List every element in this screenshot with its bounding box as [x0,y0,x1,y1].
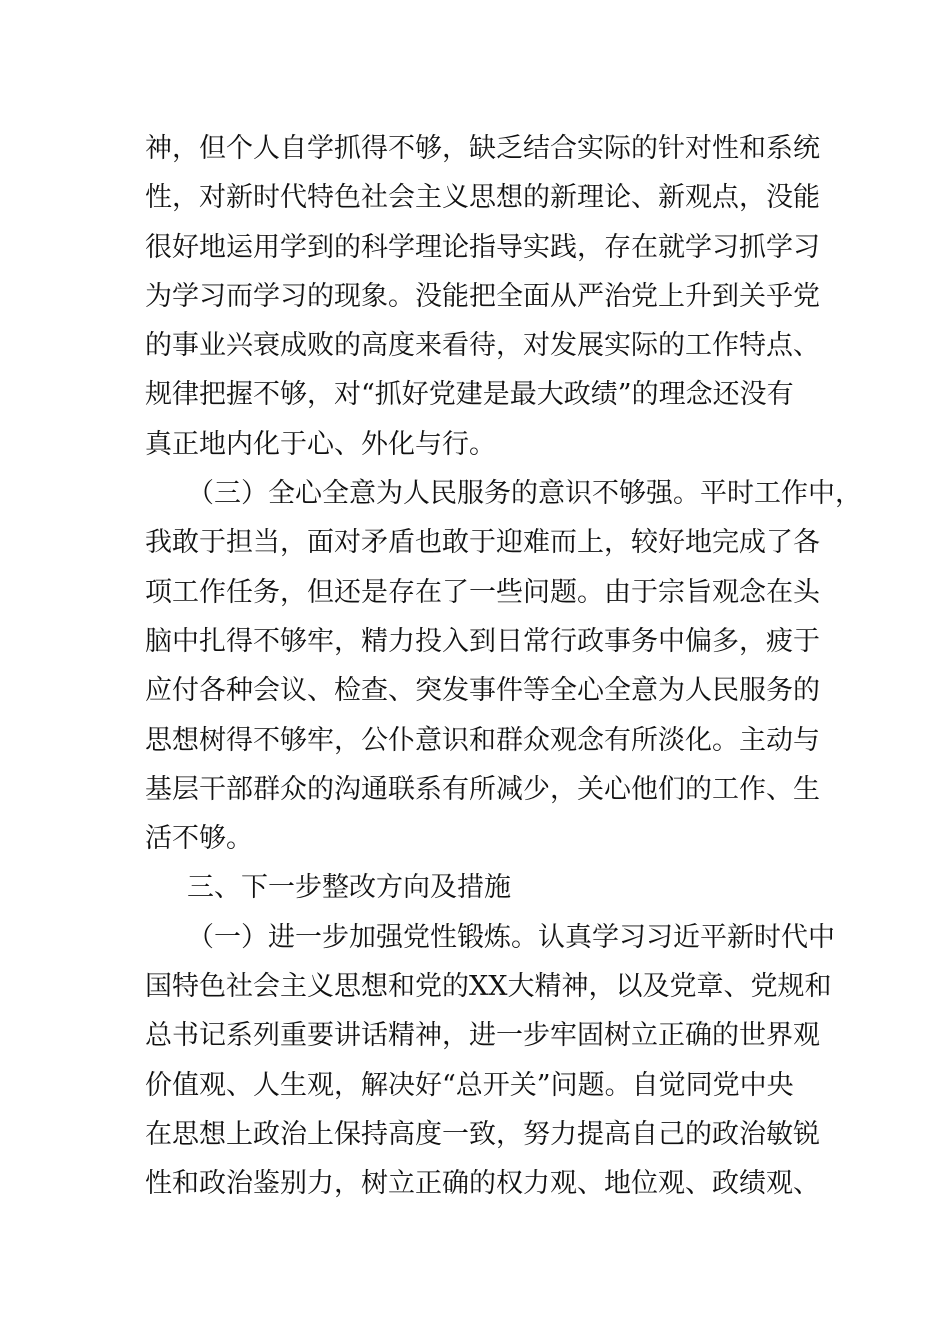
text-line: 思想树得不够牢，公仆意识和群众观念有所淡化。主动与 [145,724,820,756]
document-body [145,124,862,1209]
paragraph-start-line: （一）进一步加强党性锻炼。认真学习习近平新时代中 [187,921,835,953]
text-line: 活不够。 [145,823,253,855]
text-line: 为学习而学习的现象。没能把全面从严治党上升到关乎党 [145,280,820,312]
text-line: 很好地运用学到的科学理论指导实践，存在就学习抓学习 [145,231,820,263]
text-line: 我敢于担当，面对矛盾也敢于迎难而上，较好地完成了各 [145,527,820,559]
text-line: 真正地内化于心、外化与行。 [145,428,496,460]
text-line: 在思想上政治上保持高度一致，努力提高自己的政治敏锐 [145,1118,820,1150]
text-line: 性和政治鉴别力，树立正确的权力观、地位观、政绩观、 [145,1168,820,1200]
paragraph-start-line: （三）全心全意为人民服务的意识不够强。平时工作中， [187,478,862,510]
text-line: 国特色社会主义思想和党的XX大精神，以及党章、党规和 [145,971,832,1003]
text-line: 基层干部群众的沟通联系有所减少，关心他们的工作、生 [145,773,820,805]
text-line: 的事业兴衰成败的高度来看待，对发展实际的工作特点、 [145,330,820,362]
text-line: 应付各种会议、检查、突发事件等全心全意为人民服务的 [145,675,820,707]
section-heading: 三、下一步整改方向及措施 [187,872,511,904]
text-line: 脑中扎得不够牢，精力投入到日常行政事务中偏多，疲于 [145,625,820,657]
text-line: 项工作任务，但还是存在了一些问题。由于宗旨观念在头 [145,576,820,608]
text-line: 神，但个人自学抓得不够，缺乏结合实际的针对性和系统 [145,133,820,164]
text-line: 规律把握不够，对“抓好党建是最大政绩”的理念还没有 [145,379,794,411]
text-line: 性，对新时代特色社会主义思想的新理论、新观点，没能 [145,182,820,214]
text-line: 总书记系列重要讲话精神，进一步牢固树立正确的世界观 [145,1020,820,1052]
text-line: 价值观、人生观，解决好“总开关”问题。自觉同党中央 [145,1069,794,1101]
